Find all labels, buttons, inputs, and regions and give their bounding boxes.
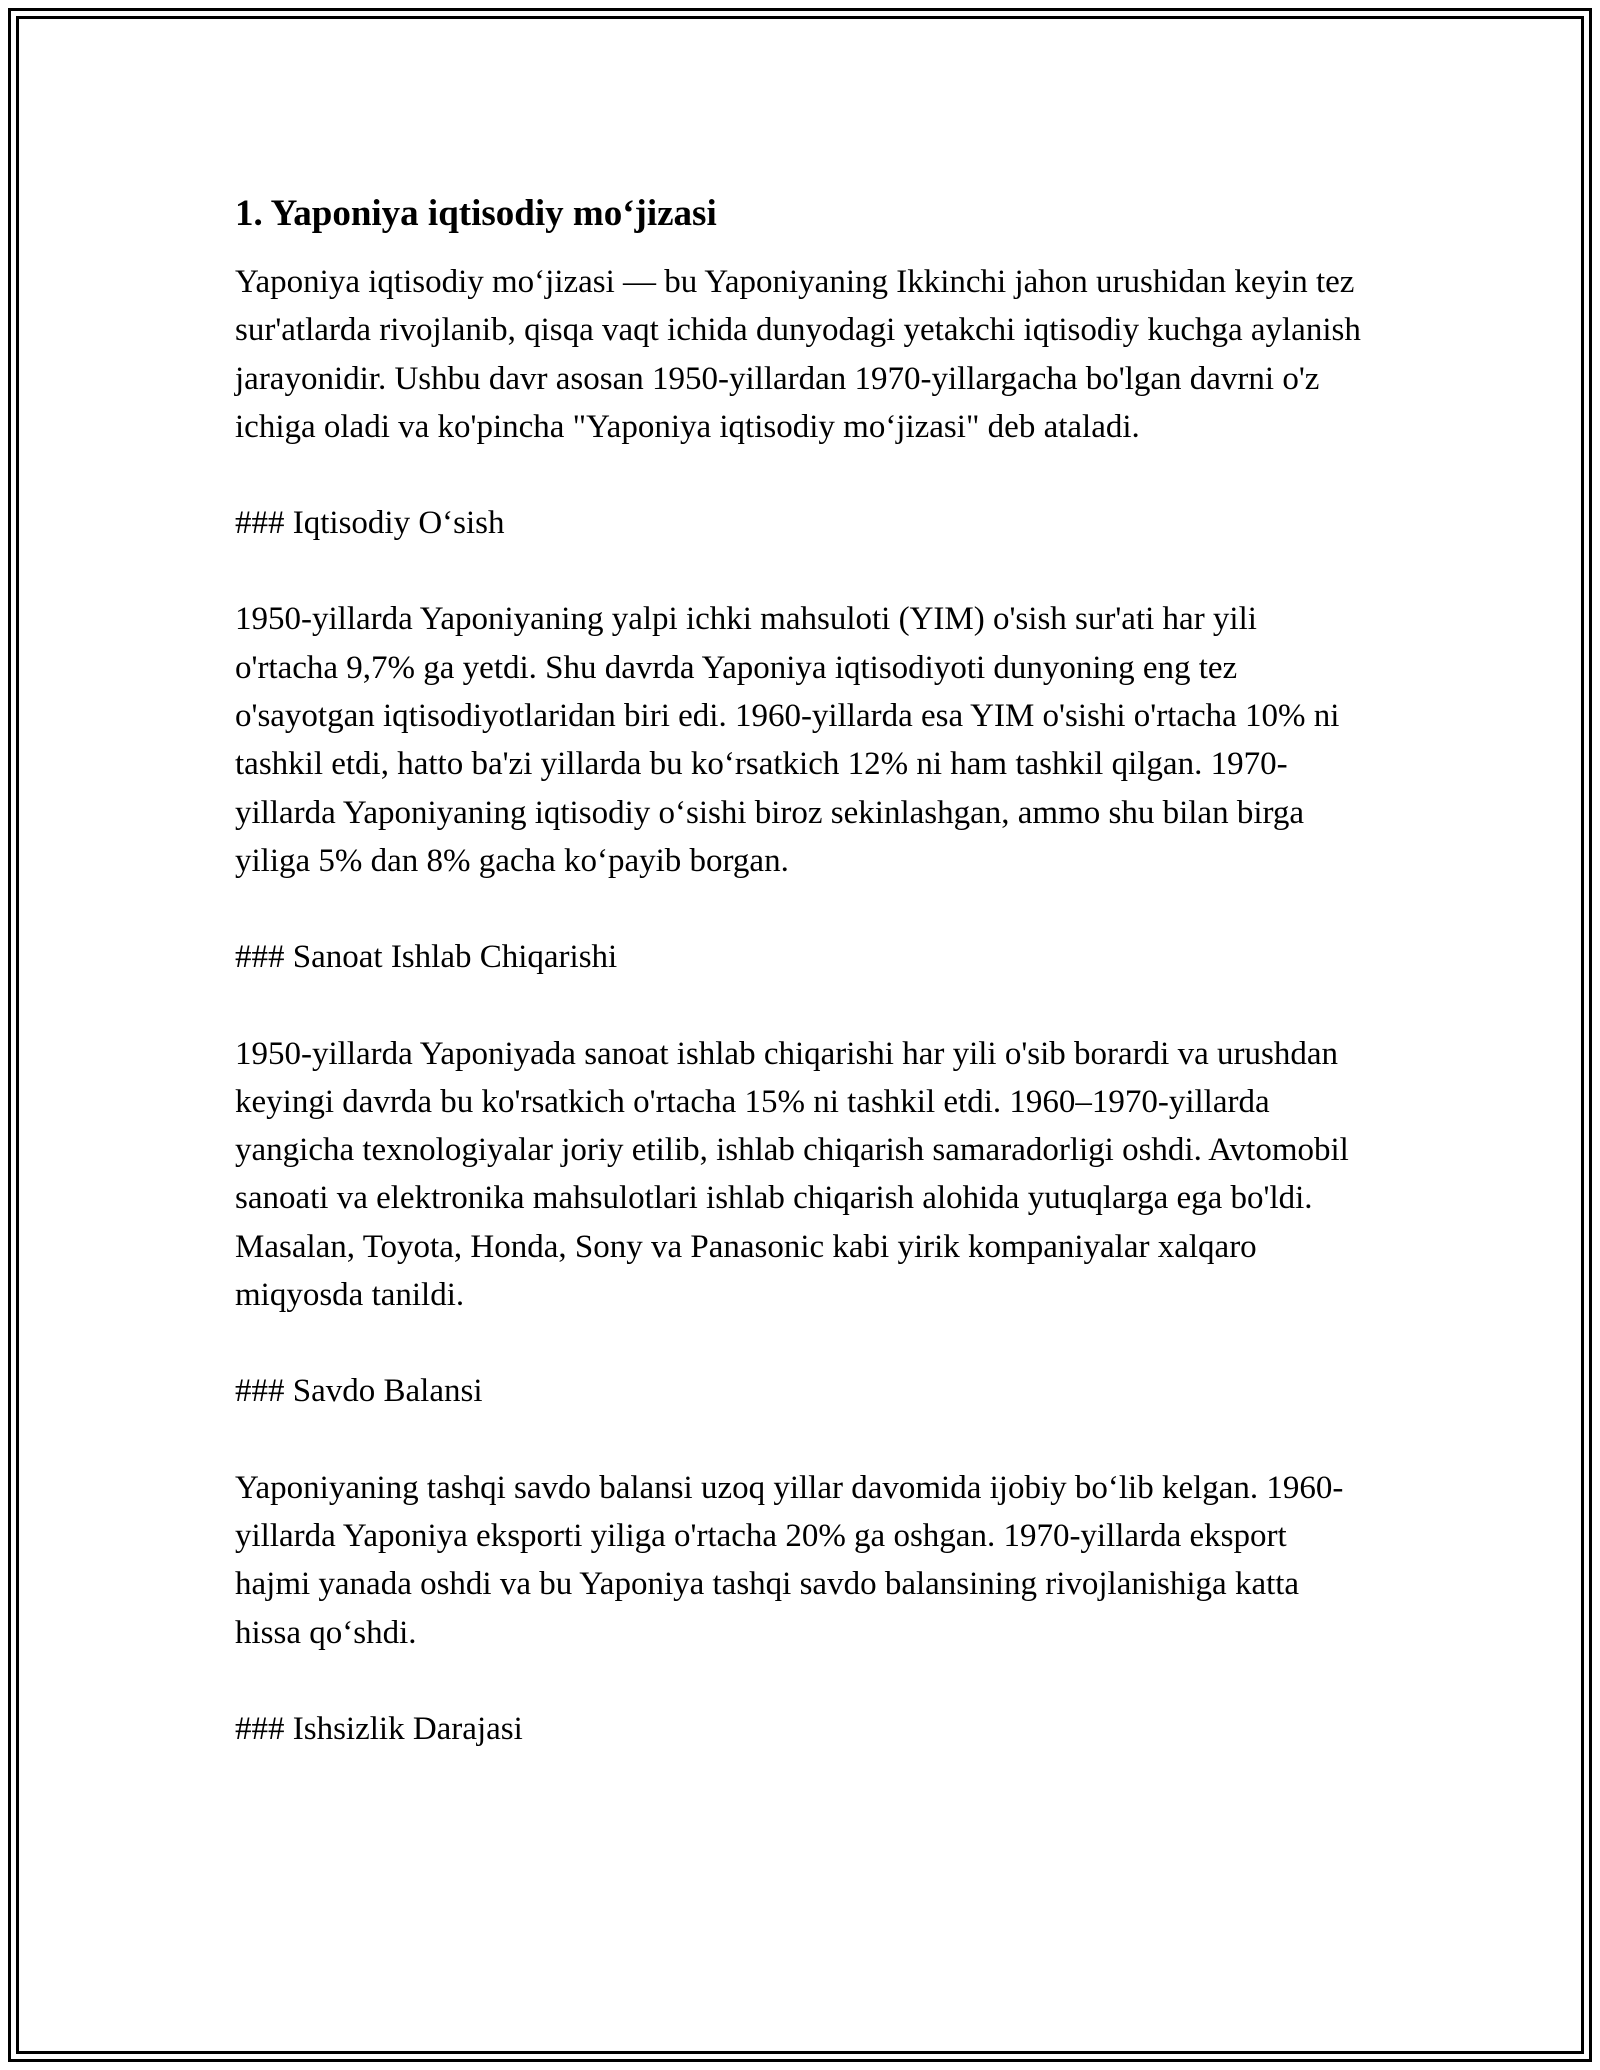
section-heading-savdo-balansi: ### Savdo Balansi	[235, 1373, 483, 1410]
section-heading-iqtisodiy-osish: ### Iqtisodiy O‘sish	[235, 505, 505, 542]
section-paragraph-savdo-balansi: Yaponiyaning tashqi savdo balansi uzoq yillar davomida ijobiy bo‘lib kelgan. 1960-yillarda Yaponiya eksporti yiliga o'rtacha 20% ga oshgan. 1970-yillarda eksport hajmi yanada oshdi va bu Yaponiya tashqi savdo balansining rivojlanishiga katta hissa qo‘shdi.	[235, 1469, 1344, 1651]
section-paragraph-iqtisodiy-osish: 1950-yillarda Yaponiyaning yalpi ichki mahsuloti (YIM) o'sish sur'ati har yili o'rtacha 9,7% ga yetdi. Shu davrda Yaponiya iqtisodiyoti dunyoning eng tez o'sayotgan iqtisodiyotlaridan biri edi. 1960-yillarda esa YIM o'sishi o'rtacha 10% ni tashkil etdi, hatto ba'zi yillarda bu ko‘rsatkich 12% ni ham tashkil qilgan. 1970-yillarda Yaponiyaning iqtisodiy o‘sishi biroz sekinlashgan, ammo shu bilan birga yiliga 5% dan 8% gacha ko‘payib borgan.	[235, 601, 1340, 879]
document-title: 1. Yaponiya iqtisodiy mo‘jizasi	[235, 193, 717, 234]
section-paragraph-sanoat: 1950-yillarda Yaponiyada sanoat ishlab chiqarishi har yili o'sib borardi va urushdan keyingi davrda bu ko'rsatkich o'rtacha 15% ni tashkil etdi. 1960–1970-yillarda yangicha texnologiyalar joriy etilib, ishlab chiqarish samaradorligi oshdi. Avtomobil sanoati va elektronika mahsulotlari ishlab chiqarish alohida yutuqlarga ega bo'ldi. Masalan, Toyota, Honda, Sony va Panasonic kabi yirik kompaniyalar xalqaro miqyosda tanildi.	[235, 1035, 1349, 1314]
document-body	[235, 188, 1365, 1753]
intro-paragraph: Yaponiya iqtisodiy mo‘jizasi — bu Yaponiyaning Ikkinchi jahon urushidan keyin tez sur'atlarda rivojlanib, qisqa vaqt ichida dunyodagi yetakchi iqtisodiy kuchga aylanish jarayonidir. Ushbu davr asosan 1950-yillardan 1970-yillargacha bo'lgan davrni o'z ichiga oladi va ko'pincha "Yaponiya iqtisodiy mo‘jizasi" deb ataladi.	[235, 264, 1361, 445]
section-heading-sanoat: ### Sanoat Ishlab Chiqarishi	[235, 939, 618, 976]
section-heading-ishsizlik: ### Ishsizlik Darajasi	[235, 1710, 523, 1747]
